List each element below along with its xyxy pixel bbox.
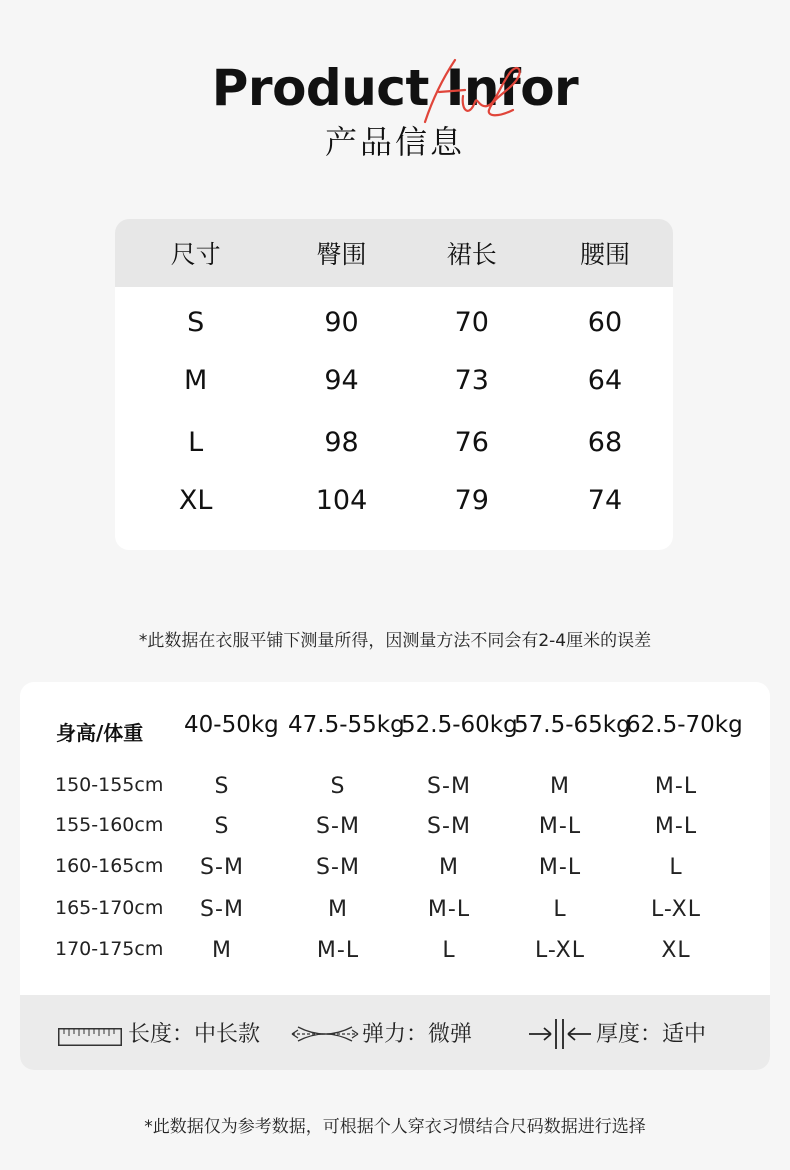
size-cell: S-M xyxy=(427,774,471,799)
weight-header: 52.5-60kg xyxy=(401,712,518,738)
hip-cell: 90 xyxy=(324,307,359,338)
title-english xyxy=(212,58,578,118)
size-cell: L xyxy=(669,855,683,880)
elasticity-feature: 弹力：微弹 xyxy=(362,1022,473,1047)
size-cell: L-XL xyxy=(534,938,586,963)
size-cell: M xyxy=(212,938,232,963)
height-cell: 150-155cm xyxy=(55,774,164,796)
table-row xyxy=(115,485,673,516)
size-cell: XL xyxy=(661,938,691,963)
title-english-text: Product Infor xyxy=(211,59,579,117)
size-cell: S-M xyxy=(316,855,360,880)
size-cell: L xyxy=(442,938,456,963)
size-cell: S xyxy=(187,307,205,338)
size-cell: M-L xyxy=(538,855,582,880)
col-size: 尺寸 xyxy=(170,240,221,269)
length-cell: 73 xyxy=(454,365,489,396)
table-row xyxy=(20,938,770,968)
size-table-header xyxy=(115,219,673,287)
measurement-note: *此数据在衣服平铺下测量所得，因测量方法不同会有2-4厘米的误差 xyxy=(138,631,652,651)
size-cell: M xyxy=(439,855,459,880)
length-cell: 70 xyxy=(454,307,489,338)
thickness-arrows-icon xyxy=(527,1017,597,1051)
fit-table-header xyxy=(20,712,770,744)
height-cell: 165-170cm xyxy=(55,897,164,919)
hip-cell: 104 xyxy=(315,485,368,516)
size-cell: L xyxy=(553,897,567,922)
waist-cell: 74 xyxy=(587,485,623,516)
size-cell: S xyxy=(214,774,230,799)
col-length: 裙长 xyxy=(446,240,497,269)
size-cell: XL xyxy=(178,485,213,516)
size-cell: M xyxy=(184,365,208,396)
size-cell: M-L xyxy=(427,897,471,922)
table-row xyxy=(20,855,770,885)
table-row xyxy=(115,427,673,458)
size-cell: S xyxy=(330,774,346,799)
weight-header: 47.5-55kg xyxy=(288,712,405,738)
size-table xyxy=(115,219,673,550)
size-cell: M-L xyxy=(654,814,698,839)
size-cell: L-XL xyxy=(650,897,702,922)
weight-header: 40-50kg xyxy=(184,712,279,738)
size-cell: M xyxy=(328,897,348,922)
size-cell: S-M xyxy=(200,897,244,922)
length-cell: 79 xyxy=(454,485,489,516)
size-cell: S-M xyxy=(316,814,360,839)
table-row xyxy=(20,774,770,804)
waist-cell: 60 xyxy=(587,307,623,338)
size-cell: M xyxy=(550,774,570,799)
fit-table xyxy=(20,682,770,1070)
col-waist: 腰围 xyxy=(579,240,630,269)
thickness-feature: 厚度：适中 xyxy=(596,1022,707,1047)
col-hip: 臀围 xyxy=(316,240,367,269)
height-cell: 155-160cm xyxy=(55,814,164,836)
feature-band xyxy=(20,995,770,1070)
size-cell: M-L xyxy=(654,774,698,799)
height-cell: 160-165cm xyxy=(55,855,164,877)
weight-header: 57.5-65kg xyxy=(514,712,631,738)
elastic-arrows-icon xyxy=(290,1019,360,1049)
page-header xyxy=(0,58,790,162)
table-row xyxy=(115,307,673,338)
waist-cell: 64 xyxy=(587,365,623,396)
table-row xyxy=(115,365,673,396)
size-cell: S-M xyxy=(427,814,471,839)
table-row xyxy=(20,814,770,844)
length-feature: 长度：中长款 xyxy=(128,1022,261,1047)
length-cell: 76 xyxy=(454,427,489,458)
hip-cell: 94 xyxy=(324,365,359,396)
height-weight-label: 身高/体重 xyxy=(56,721,144,745)
size-cell: L xyxy=(188,427,204,458)
size-cell: S xyxy=(214,814,230,839)
size-cell: M-L xyxy=(316,938,360,963)
size-cell: S-M xyxy=(200,855,244,880)
hip-cell: 98 xyxy=(324,427,359,458)
title-chinese: 产品信息 xyxy=(324,123,465,161)
table-row xyxy=(20,897,770,927)
height-cell: 170-175cm xyxy=(55,938,164,960)
selection-note: *此数据仅为参考数据，可根据个人穿衣习惯结合尺码数据进行选择 xyxy=(144,1117,646,1137)
ruler-icon xyxy=(58,1028,122,1046)
size-cell: M-L xyxy=(538,814,582,839)
weight-header: 62.5-70kg xyxy=(626,712,743,738)
waist-cell: 68 xyxy=(587,427,623,458)
